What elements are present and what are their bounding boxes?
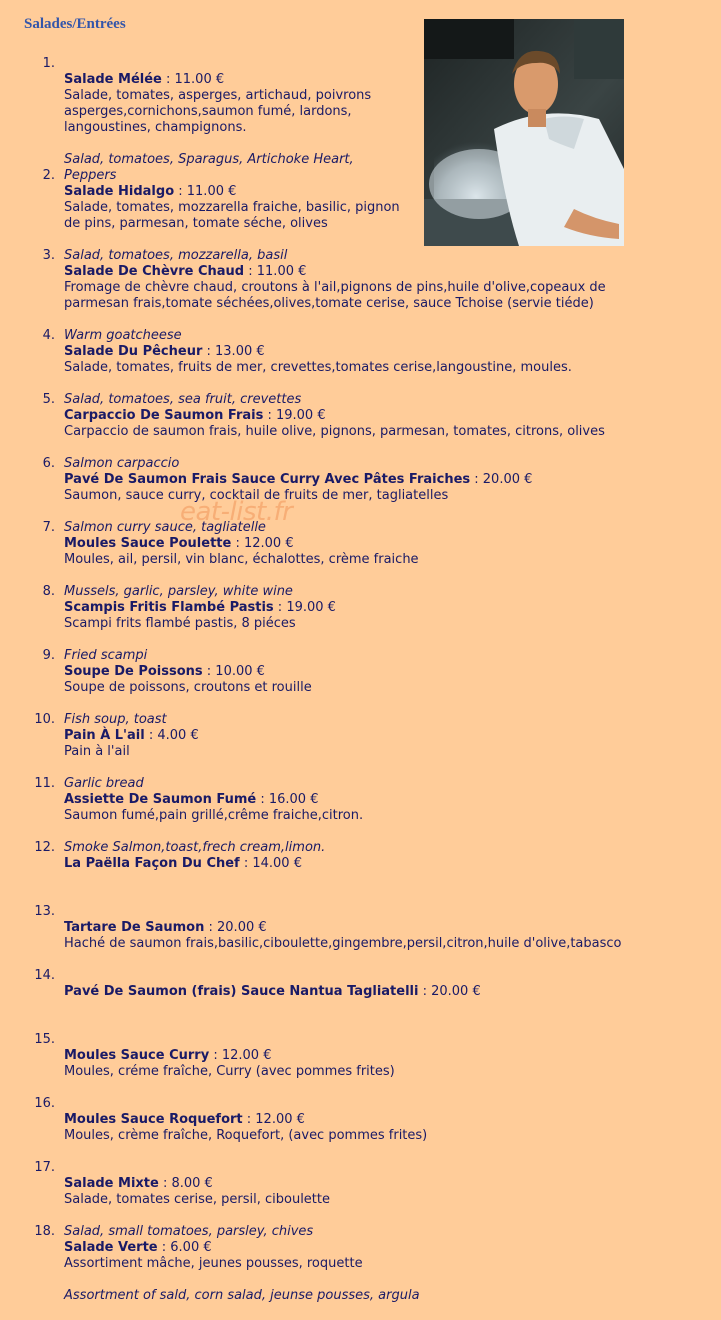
item-price: : 19.00 €	[263, 408, 326, 423]
item-description-fr: Salade, tomates, asperges, artichaud, poivrons asperges,cornichons,saumon fumé, lardons, langoustines, champignons.	[64, 88, 372, 135]
item-number: 13.	[34, 904, 55, 919]
item-number: 5.	[42, 392, 55, 407]
item-description-en: Smoke Salmon,toast,frech cream,limon.	[64, 840, 326, 855]
item-description-fr: Soupe de poissons, croutons et rouille	[64, 680, 312, 695]
item-description-en: Salmon curry sauce, tagliatelle	[64, 520, 266, 535]
item-number: 10.	[34, 712, 55, 727]
item-description-fr: Salade, tomates, fruits de mer, crevettes,tomates cerise,langoustine, moules.	[64, 360, 572, 375]
item-number: 3.	[42, 248, 55, 263]
item-name: La Paëlla Façon Du Chef	[64, 856, 240, 871]
item-price: : 20.00 €	[204, 920, 267, 935]
item-description-fr: Carpaccio de saumon frais, huile olive, pignons, parmesan, tomates, citrons, olives	[64, 424, 605, 439]
item-description-fr: Moules, ail, persil, vin blanc, échalottes, crème fraiche	[64, 552, 419, 567]
item-number: 9.	[42, 648, 55, 663]
item-name: Moules Sauce Roquefort	[64, 1112, 243, 1127]
item-number: 12.	[34, 840, 55, 855]
item-name: Scampis Fritis Flambé Pastis	[64, 600, 274, 615]
item-description-en: Fish soup, toast	[64, 712, 167, 727]
item-description-fr: Salade, tomates cerise, persil, ciboulette	[64, 1192, 330, 1207]
watermark: eat-list.fr	[180, 497, 293, 527]
item-name: Moules Sauce Curry	[64, 1048, 210, 1063]
item-name: Salade De Chèvre Chaud	[64, 264, 245, 279]
item-number: 15.	[34, 1032, 55, 1047]
item-description-en: Salad, tomatoes, Sparagus, Artichoke Heart, Peppers	[64, 152, 354, 183]
item-price: : 12.00 €	[242, 1112, 305, 1127]
item-price: : 14.00 €	[239, 856, 302, 871]
item-description-fr: Fromage de chèvre chaud, croutons à l'ail,pignons de pins,huile d'olive,copeaux de parmesan frais,tomate séchées,olives,tomate cerise, sauce Tchoise (servie tiéde)	[64, 280, 606, 311]
item-name: Salade Verte	[64, 1240, 158, 1255]
item-price: : 10.00 €	[202, 664, 265, 679]
item-number: 2.	[42, 168, 55, 183]
item-name: Tartare De Saumon	[64, 920, 205, 935]
item-description-fr: Assortiment mâche, jeunes pousses, roquette	[64, 1256, 363, 1271]
item-description-fr: Moules, créme fraîche, Curry (avec pommes frites)	[64, 1064, 395, 1079]
item-description-en: Fried scampi	[64, 648, 148, 663]
item-price: : 8.00 €	[158, 1176, 213, 1191]
item-price: : 20.00 €	[470, 472, 533, 487]
item-number: 17.	[34, 1160, 55, 1175]
item-number: 18.	[34, 1224, 55, 1239]
item-description-en: Assortment of sald, corn salad, jeunse pousses, argula	[64, 1288, 420, 1303]
item-description-fr: Salade, tomates, mozzarella fraiche, basilic, pignon de pins, parmesan, tomate séche, olives	[64, 200, 400, 231]
item-description-fr: Haché de saumon frais,basilic,ciboulette,gingembre,persil,citron,huile d'olive,tabasco	[64, 936, 622, 951]
item-price: : 20.00 €	[418, 984, 481, 999]
item-description-en: Garlic bread	[64, 776, 144, 791]
item-description-en: Warm goatcheese	[64, 328, 182, 343]
item-description-fr: Pain à l'ail	[64, 744, 130, 759]
item-name: Salade Mixte	[64, 1176, 159, 1191]
item-name: Pain À L'ail	[64, 728, 145, 743]
item-number: 16.	[34, 1096, 55, 1111]
item-price: : 11.00 €	[174, 184, 237, 199]
item-price: : 4.00 €	[144, 728, 199, 743]
item-price: : 6.00 €	[157, 1240, 212, 1255]
item-name: Salade Mélée	[64, 72, 162, 87]
item-name: Soupe De Poissons	[64, 664, 203, 679]
section-title: Salades/Entrées	[24, 16, 126, 32]
item-description-en: Salad, tomatoes, mozzarella, basil	[64, 248, 288, 263]
item-price: : 16.00 €	[256, 792, 319, 807]
item-name: Pavé De Saumon (frais) Sauce Nantua Tagliatelli	[64, 984, 419, 999]
item-price: : 11.00 €	[161, 72, 225, 87]
item-name: Salade Du Pêcheur	[64, 344, 203, 359]
item-number: 1.	[42, 56, 55, 71]
chef-photo	[424, 19, 624, 246]
item-number: 6.	[42, 456, 55, 471]
item-price: : 19.00 €	[273, 600, 336, 615]
item-name: Carpaccio De Saumon Frais	[64, 408, 264, 423]
item-number: 11.	[34, 776, 55, 791]
item-description-en: Mussels, garlic, parsley, white wine	[64, 584, 293, 599]
item-number: 14.	[34, 968, 55, 983]
item-description-fr: Moules, crème fraîche, Roquefort, (avec pommes frites)	[64, 1128, 428, 1143]
item-name: Assiette De Saumon Fumé	[64, 792, 257, 807]
item-description-en: Salmon carpaccio	[64, 456, 180, 471]
item-number: 8.	[42, 584, 55, 599]
item-description-en: Salad, small tomatoes, parsley, chives	[64, 1224, 314, 1239]
item-description-fr: Scampi frits flambé pastis, 8 piéces	[64, 616, 296, 631]
item-name: Pavé De Saumon Frais Sauce Curry Avec Pâtes Fraiches	[64, 472, 471, 487]
item-name: Salade Hidalgo	[64, 184, 175, 199]
item-description-en: Salad, tomatoes, sea fruit, crevettes	[64, 392, 302, 407]
chef-photo-illustration	[424, 19, 624, 246]
item-description-fr: Saumon, sauce curry, cocktail de fruits de mer, tagliatelles	[64, 488, 449, 503]
item-price: : 12.00 €	[231, 536, 294, 551]
item-number: 4.	[42, 328, 55, 343]
item-price: : 12.00 €	[209, 1048, 272, 1063]
item-price: : 13.00 €	[202, 344, 265, 359]
item-description-fr: Saumon fumé,pain grillé,crême fraiche,citron.	[64, 808, 364, 823]
item-price: : 11.00 €	[244, 264, 307, 279]
item-number: 7.	[42, 520, 55, 535]
item-name: Moules Sauce Poulette	[64, 536, 232, 551]
